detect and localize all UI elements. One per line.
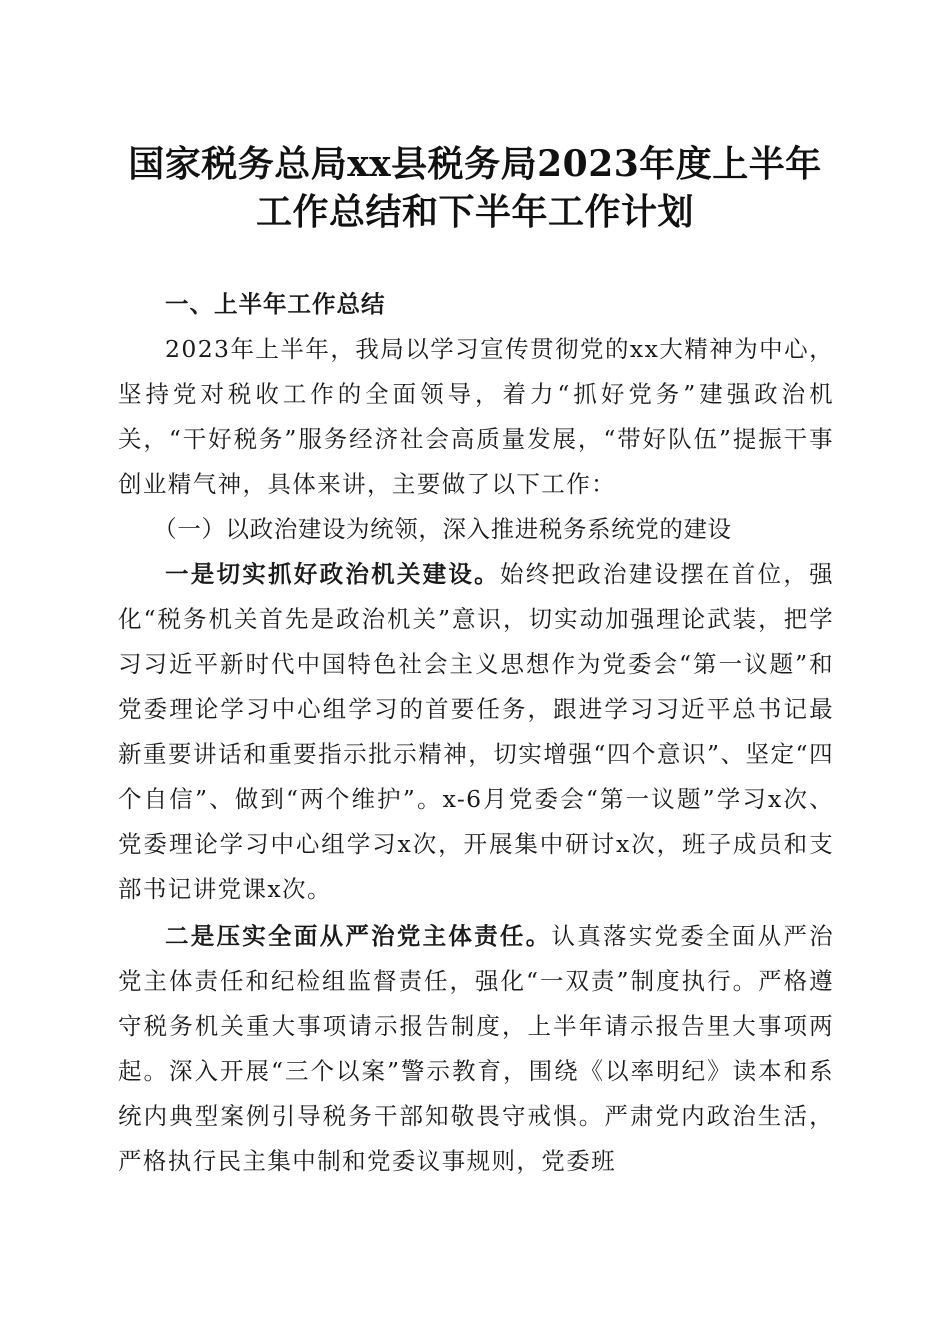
paragraph-body: 认真落实党委全面从严治党主体责任和纪检组监督责任，强化“一双责”制度执行。严格遵守税务机关重大事项请示报告制度，上半年请示报告里大事项两起。深入开展“三个以案”警示教育，围绕《以率明纪》读本和系统内典型案例引导税务干部知敬畏守戒惧。严肃党内政治生活，严格执行民主集中制和党委议事规则，党委班 [118,922,835,1175]
section-heading-summary: 一、上半年工作总结 [165,290,386,318]
paragraph-political-organ [118,552,834,912]
subsection-heading-party-building: （一）以政治建设为统领，深入推进税务系统党的建设 [153,515,732,543]
document-title: 国家税务总局xx县税务局2023年度上半年工作总结和下半年工作计划 [128,143,822,233]
paragraph-lead: 二是压实全面从严治党主体责任。 [165,922,552,950]
paragraph-party-discipline [118,914,834,1184]
paragraph-lead: 一是切实抓好政治机关建设。 [165,560,500,588]
paragraph-body: 始终把政治建设摆在首位，强化“税务机关首先是政治机关”意识，切实动加强理论武装，把学习习近平新时代中国特色社会主义思想作为党委会“第一议题”和党委理论学习中心组学习的首要任务，跟进学习习近平总书记最新重要讲话和重要指示批示精神，切实增强“四个意识”、坚定“四个自信”、做到“两个维护”。x-6月党委会“第一议题”学习x次、党委理论学习中心组学习x次，开展集中研讨x次，班子成员和支部书记讲党课x次。 [118,560,835,903]
document-body [118,282,834,1184]
intro-paragraph: 2023年上半年，我局以学习宣传贯彻党的xx大精神为中心，坚持党对税收工作的全面领导，着力“抓好党务”建强政治机关，“干好税务”服务经济社会高质量发展，“带好队伍”提振干事创业精气神，具体来讲，主要做了以下工作： [118,335,834,498]
